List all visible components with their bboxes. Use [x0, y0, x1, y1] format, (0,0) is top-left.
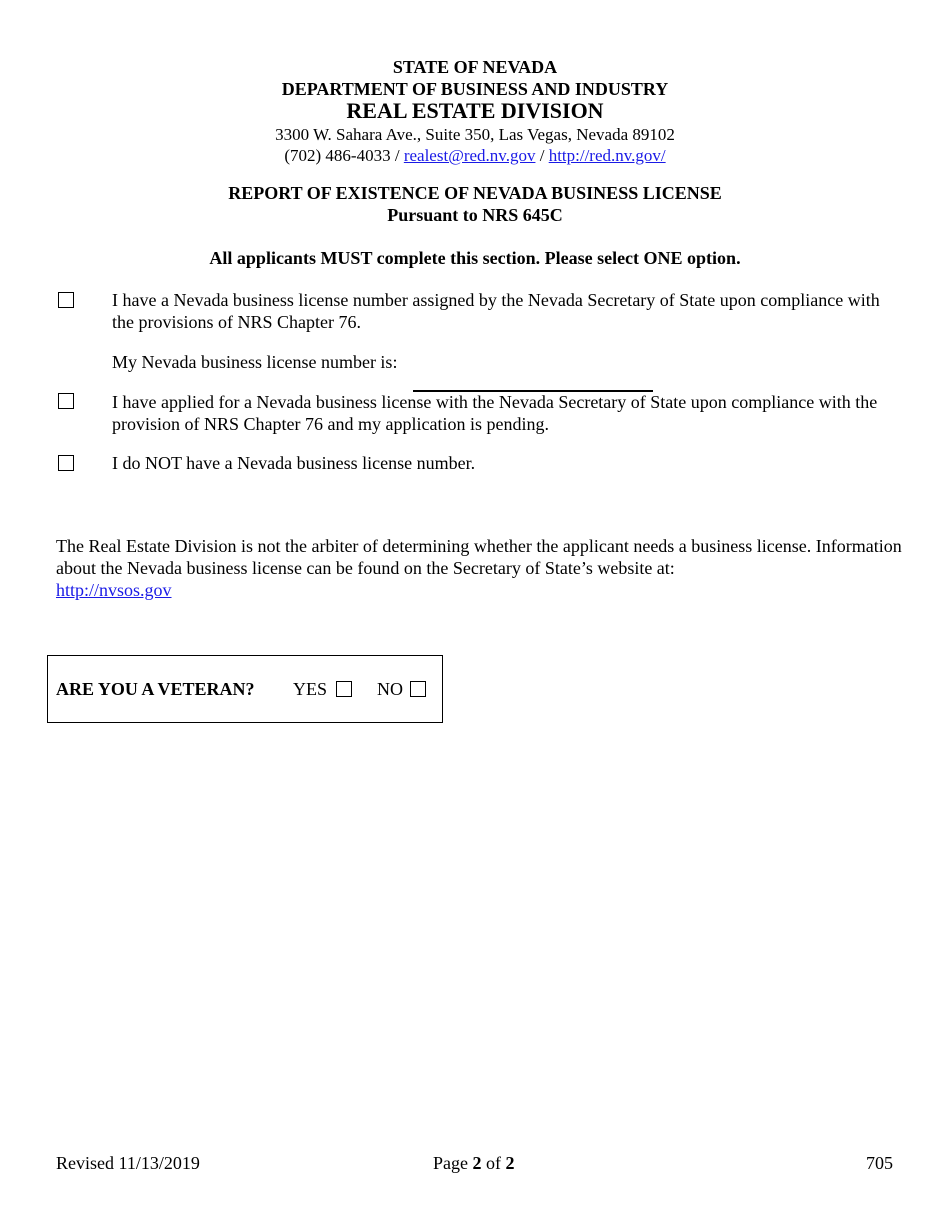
veteran-no-checkbox[interactable]: [410, 681, 426, 697]
license-number-field[interactable]: [413, 369, 653, 392]
veteran-no-label: NO: [377, 679, 403, 699]
option-pending-text: I have applied for a Nevada business license with the Nevada Secretary of State upon compliance with the provision of NRS Chapter 76 and my application is pending.: [112, 392, 878, 434]
footer-page-indicator: [433, 1152, 515, 1174]
footer-form-number: 705: [866, 1153, 893, 1173]
footer-of-word: of: [486, 1153, 501, 1173]
notice-text: The Real Estate Division is not the arbiter of determining whether the applicant needs a business license. Information about the Nevada business license can be found on the Secretary of State’s website at:: [56, 536, 902, 578]
notice-paragraph: [56, 535, 916, 601]
header-state: STATE OF NEVADA: [392, 57, 558, 77]
license-number-label: My Nevada business license number is:: [112, 352, 398, 372]
option-pending-checkbox[interactable]: [58, 393, 74, 409]
nvsos-link[interactable]: http://nvsos.gov: [56, 580, 172, 600]
footer-page-word: Page: [433, 1153, 468, 1173]
option-licensed-text: I have a Nevada business license number assigned by the Nevada Secretary of State upon compliance with the provisions of NRS Chapter 76.: [112, 290, 880, 332]
form-instruction: All applicants MUST complete this section. Please select ONE option.: [209, 248, 741, 268]
header-division: REAL ESTATE DIVISION: [346, 98, 604, 123]
veteran-yes-label: YES: [293, 679, 328, 699]
form-subtitle: Pursuant to NRS 645C: [387, 205, 563, 225]
footer-revised: Revised 11/13/2019: [56, 1153, 200, 1173]
header-address: 3300 W. Sahara Ave., Suite 350, Las Vegas, Nevada 89102: [275, 125, 675, 144]
option-licensed-checkbox[interactable]: [58, 292, 74, 308]
header-department: DEPARTMENT OF BUSINESS AND INDUSTRY: [281, 79, 669, 99]
veteran-question: ARE YOU A VETERAN?: [56, 679, 255, 699]
option-none-text: I do NOT have a Nevada business license number.: [112, 453, 476, 473]
footer-page-current: 2: [472, 1153, 482, 1173]
header-contact-line: [0, 145, 950, 166]
header-phone: (702) 486-4033: [284, 146, 391, 165]
option-none-checkbox[interactable]: [58, 455, 74, 471]
footer-page-total: 2: [505, 1153, 515, 1173]
header-separator-2: /: [539, 146, 545, 165]
veteran-yes-checkbox[interactable]: [336, 681, 352, 697]
license-number-value: [413, 369, 417, 389]
email-link[interactable]: realest@red.nv.gov: [403, 146, 536, 165]
form-title: REPORT OF EXISTENCE OF NEVADA BUSINESS LICENSE: [228, 183, 722, 203]
website-link[interactable]: http://red.nv.gov/: [548, 146, 666, 165]
header-separator-1: /: [394, 146, 400, 165]
